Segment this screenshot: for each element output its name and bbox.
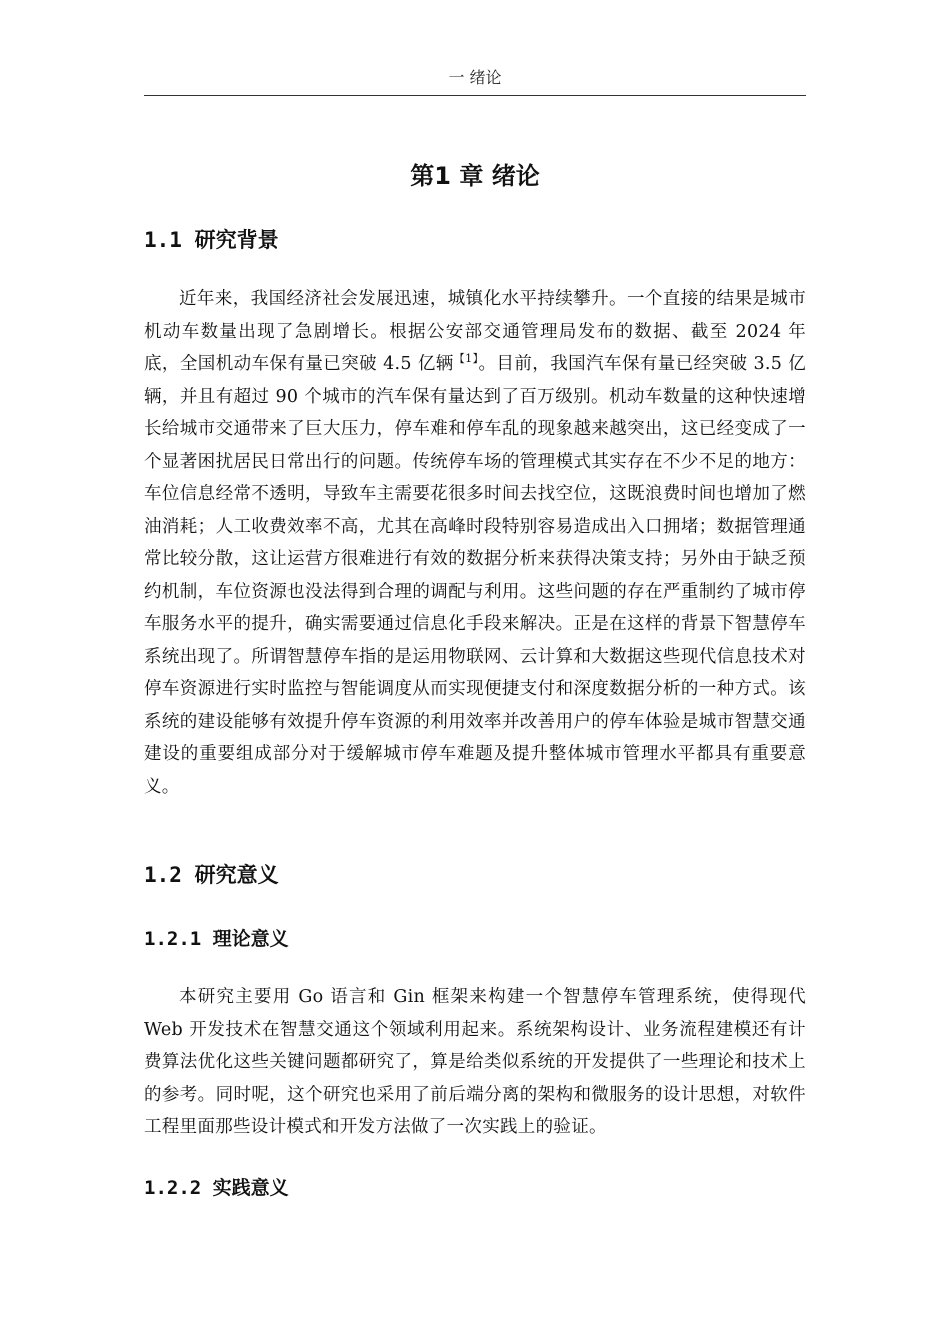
running-header: 一 绪论 <box>448 68 502 87</box>
paragraph-research-background <box>144 283 806 803</box>
paragraph-theoretical-significance: 本研究主要用 Go 语言和 Gin 框架来构建一个智慧停车管理系统，使得现代 Web 开发技术在智慧交通这个领域利用起来。系统架构设计、业务流程建模还有计费算法优化这些关键问题都研究了，算是给类似系统的开发提供了一些理论和技术上的参考。同时呢，这个研究也采用了前后端分离的架构和微服务的设计思想，对软件工程里面那些设计模式和开发方法做了一次实践上的验证。 <box>144 987 806 1137</box>
citation-marker: 【1】 <box>453 352 479 366</box>
chapter-title: 第1 章 绪论 <box>410 162 540 190</box>
paragraph-text: 近年来，我国经济社会发展迅速，城镇化水平持续攀升。一个直接的结果是城市机动车数量出现了急剧增长。根据公安部交通管理局发布的数据、截至 2024 年底，全国机动车保有量已突破 4.5 亿辆 <box>144 289 806 374</box>
paragraph-text: 。目前，我国汽车保有量已经突破 3.5 亿辆，并且有超过 90 个城市的汽车保有量达到了百万级别。机动车数量的这种快速增长给城市交通带来了巨大压力，停车难和停车乱的现象越来越突出，这已经变成了一个显著困扰居民日常出行的问题。传统停车场的管理模式其实存在不少不足的地方：车位信息经常不透明，导致车主需要花很多时间去找空位，这既浪费时间也增加了燃油消耗；人工收费效率不高，尤其在高峰时段特别容易造成出入口拥堵；数据管理通常比较分散，这让运营方很难进行有效的数据分析来获得决策支持；另外由于缺乏预约机制，车位资源也没法得到合理的调配与利用。这些问题的存在严重制约了城市停车服务水平的提升，确实需要通过信息化手段来解决。正是在这样的背景下智慧停车系统出现了。所谓智慧停车指的是运用物联网、云计算和大数据这些现代信息技术对停车资源进行实时监控与智能调度从而实现便捷支付和深度数据分析的一种方式。该系统的建设能够有效提升停车资源的利用效率并改善用户的停车体验是城市智慧交通建设的重要组成部分对于缓解城市停车难题及提升整体城市管理水平都具有重要意义。 <box>144 354 806 797</box>
subsection-heading-1-2-2: 1.2.2 实践意义 <box>144 1177 289 1199</box>
section-heading-1-2: 1.2 研究意义 <box>144 863 279 887</box>
section-heading-1-1: 1.1 研究背景 <box>144 228 279 252</box>
header-divider <box>144 95 806 96</box>
subsection-heading-1-2-1: 1.2.1 理论意义 <box>144 928 289 950</box>
